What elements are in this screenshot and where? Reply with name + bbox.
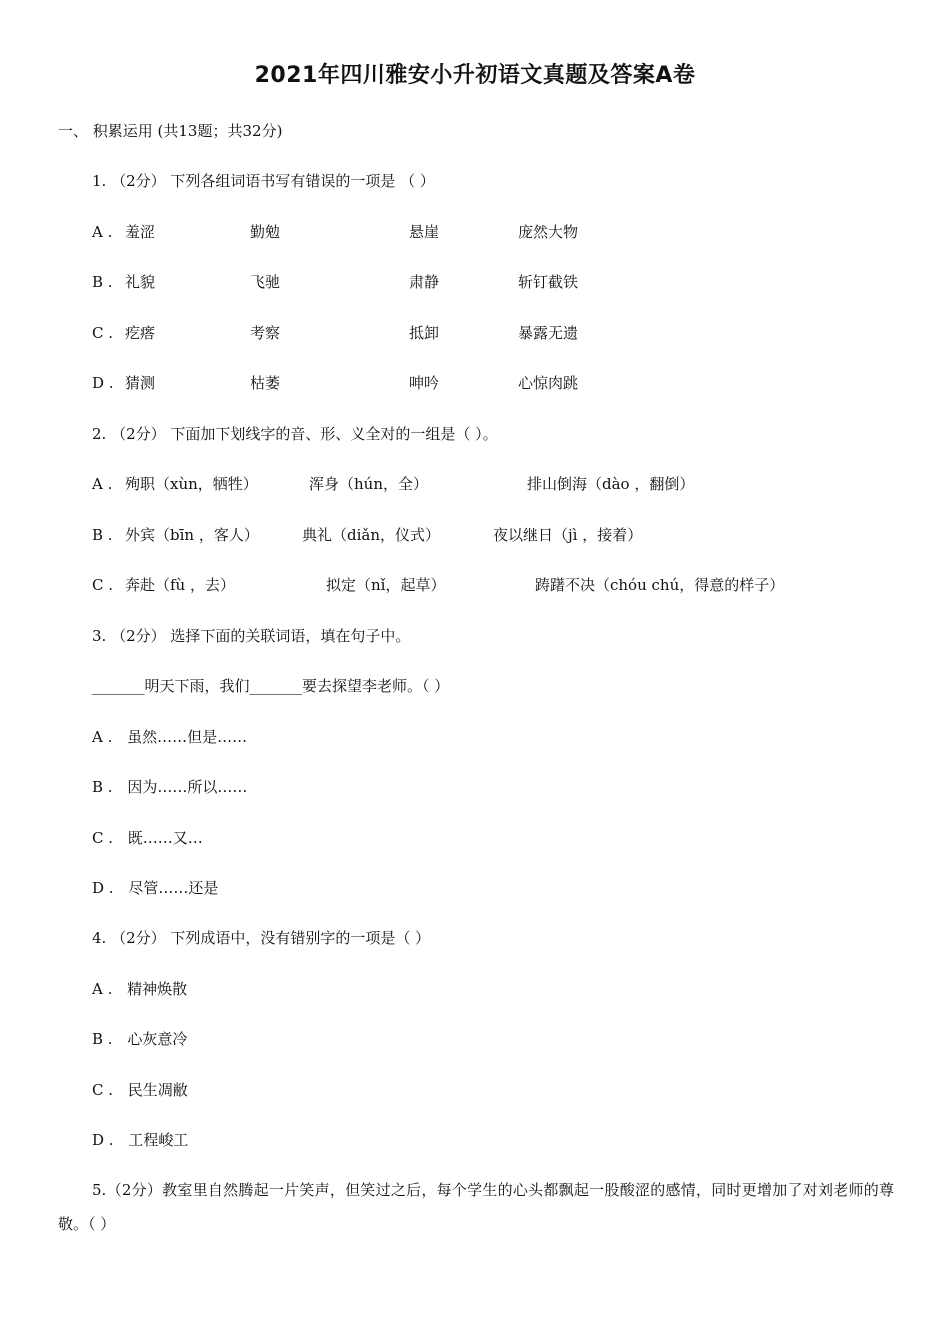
option-cell: 夜以继日（jì ，接着） xyxy=(493,526,643,544)
option-cell: 庞然大物 xyxy=(518,223,579,241)
option-label: B . xyxy=(92,778,113,796)
option-label: D . xyxy=(92,879,114,897)
question-4-option-b xyxy=(92,1029,187,1049)
option-cell: 肃静 xyxy=(409,273,440,291)
option-label: C . xyxy=(92,1081,114,1099)
option-cell: 殉职（xùn，牺牲） xyxy=(125,475,258,493)
option-cell: 疙瘩 xyxy=(125,324,156,342)
option-label: C . xyxy=(92,829,114,847)
option-cell: 暴露无遗 xyxy=(518,324,579,342)
option-cell: 勤勉 xyxy=(250,223,281,241)
section-heading: 一、 积累运用 (共13题；共32分) xyxy=(58,122,283,140)
option-cell: 礼貌 xyxy=(125,273,156,291)
option-cell: 悬崖 xyxy=(409,223,440,241)
option-cell: 枯萎 xyxy=(250,374,281,392)
question-3-option-b xyxy=(92,777,247,797)
option-label: A . xyxy=(92,980,113,998)
option-label: A . xyxy=(92,475,113,493)
option-cell: 羞涩 xyxy=(125,223,156,241)
option-text: 心灰意冷 xyxy=(127,1030,188,1048)
question-2-option-b xyxy=(92,525,812,545)
question-2-option-c xyxy=(92,575,812,595)
option-label: B . xyxy=(92,1030,113,1048)
question-1-option-c xyxy=(92,323,652,343)
option-cell: 斩钉截铁 xyxy=(518,273,579,291)
option-cell: 飞驰 xyxy=(250,273,281,291)
question-2-option-a xyxy=(92,474,812,494)
question-3-option-c xyxy=(92,828,203,848)
question-5-stem: 5.（2分）教室里自然腾起一片笑声，但笑过之后，每个学生的心头都飘起一股酸涩的感情，同时更增加了对刘老师的尊敬。（ ） xyxy=(58,1181,894,1233)
question-3-stem: 3. （2分） 选择下面的关联词语，填在句子中。 xyxy=(92,627,411,645)
option-label: B . xyxy=(92,273,113,291)
question-1-option-d xyxy=(92,373,652,393)
option-cell: 典礼（diǎn，仪式） xyxy=(302,526,441,544)
option-text: 因为……所以…… xyxy=(127,778,248,796)
question-3-sentence: _______明天下雨，我们_______要去探望李老师。（ ） xyxy=(92,677,450,695)
option-cell: 考察 xyxy=(250,324,281,342)
question-1-option-b xyxy=(92,272,652,292)
question-2-stem: 2. （2分） 下面加下划线字的音、形、义全对的一组是（ ）。 xyxy=(92,425,498,443)
option-label: A . xyxy=(92,223,113,241)
option-text: 工程峻工 xyxy=(128,1131,189,1149)
option-label: D . xyxy=(92,374,114,392)
option-cell: 抵卸 xyxy=(409,324,440,342)
option-cell: 心惊肉跳 xyxy=(518,374,579,392)
question-4-option-c xyxy=(92,1080,188,1100)
option-text: 精神焕散 xyxy=(127,980,188,998)
option-text: 既……又… xyxy=(127,829,203,847)
option-cell: 拟定（nǐ，起草） xyxy=(326,576,446,594)
question-3-option-a xyxy=(92,727,247,747)
option-label: C . xyxy=(92,576,114,594)
question-1-option-a xyxy=(92,222,652,242)
option-text: 尽管……还是 xyxy=(128,879,219,897)
option-cell: 呻吟 xyxy=(409,374,440,392)
option-cell: 排山倒海（dào ，翻倒） xyxy=(527,475,695,493)
option-cell: 奔赴（fù ，去） xyxy=(125,576,235,594)
option-cell: 外宾（bīn ，客人） xyxy=(125,526,259,544)
question-4-option-d xyxy=(92,1130,188,1150)
option-cell: 踌躇不决（chóu chú，得意的样子） xyxy=(535,576,785,594)
question-4-option-a xyxy=(92,979,187,999)
question-4-stem: 4. （2分） 下列成语中，没有错别字的一项是（ ） xyxy=(92,929,431,947)
option-label: C . xyxy=(92,324,114,342)
option-text: 民生凋敝 xyxy=(127,1081,188,1099)
document-title: 2021年四川雅安小升初语文真题及答案A卷 xyxy=(254,63,696,88)
question-1-stem: 1. （2分） 下列各组词语书写有错误的一项是 （ ） xyxy=(92,172,435,190)
option-label: B . xyxy=(92,526,113,544)
option-text: 虽然……但是…… xyxy=(127,728,248,746)
option-label: A . xyxy=(92,728,113,746)
question-3-option-d xyxy=(92,878,218,898)
option-cell: 浑身（hún，全） xyxy=(309,475,428,493)
option-cell: 猜测 xyxy=(125,374,156,392)
option-label: D . xyxy=(92,1131,114,1149)
